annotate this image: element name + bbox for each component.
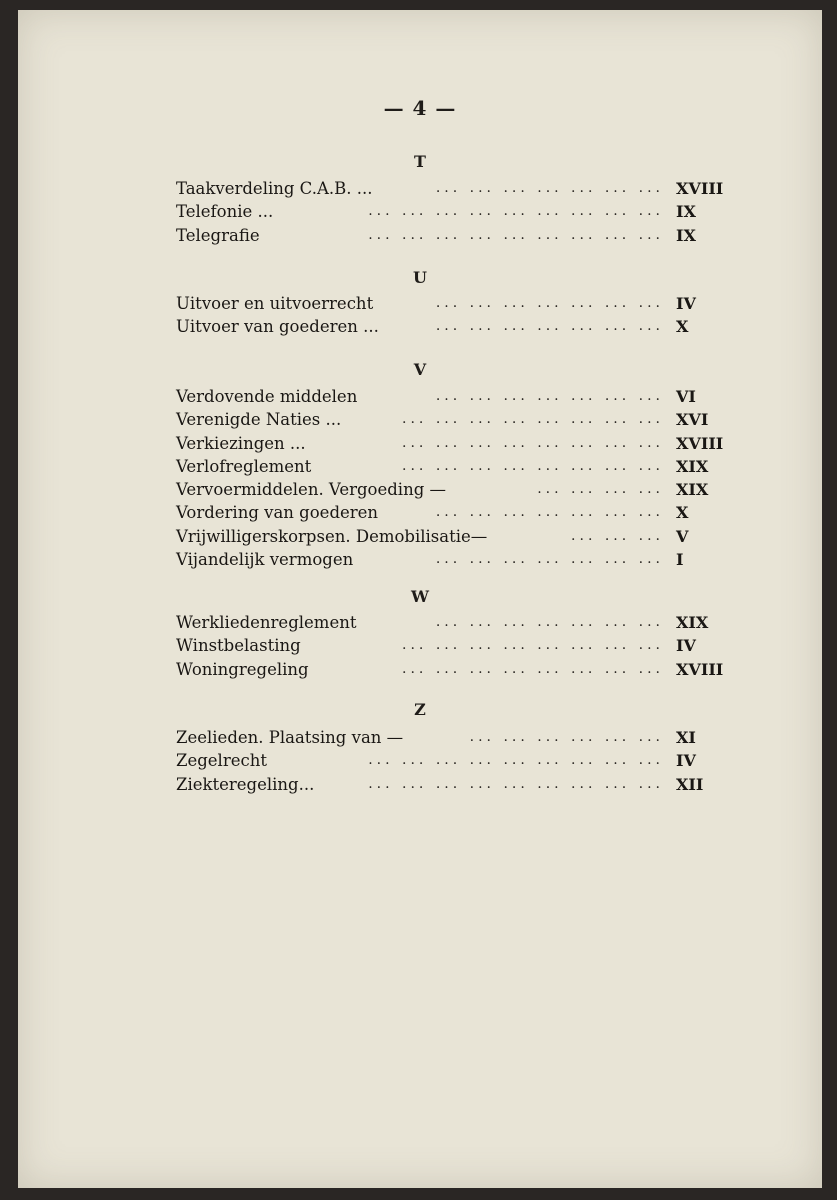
entry-term: Verdovende middelen	[176, 387, 358, 406]
section-z-entries	[176, 726, 736, 796]
section-letter-t: T	[414, 152, 426, 171]
leader-dots: ... ... ... ... ... ... ... ... ...	[368, 203, 664, 220]
leader-dots: ... ... ... ... ... ... ... ... ...	[368, 752, 664, 769]
section-letter-v: V	[413, 360, 427, 379]
entry-ref: XIX	[676, 456, 709, 476]
entry-ref: XIX	[676, 613, 709, 632]
entry-term: Vervoermiddelen. Vergoeding —	[176, 480, 447, 500]
index-entry	[176, 525, 736, 548]
leader-dots: ... ... ... ... ... ...	[469, 729, 664, 745]
index-entry	[176, 315, 736, 338]
index-entry	[176, 408, 736, 431]
index-entry	[176, 749, 736, 772]
index-entry	[176, 478, 736, 501]
entry-ref: XVIII	[676, 659, 724, 679]
leader-dots: ... ... ... ... ... ... ...	[435, 504, 664, 521]
entry-ref: XI	[676, 728, 696, 747]
index-entry	[176, 658, 736, 681]
entry-term: Winstbelasting	[176, 636, 301, 656]
leader-dots: ... ... ... ... ... ... ... ...	[402, 660, 664, 677]
entry-term: Zegelrecht	[176, 751, 267, 771]
index-entry	[176, 611, 736, 634]
leader-dots: ... ... ...	[571, 527, 664, 544]
entry-term: Taakverdeling C.A.B. ...	[176, 179, 373, 198]
index-entry	[176, 773, 736, 796]
section-letter-w: W	[411, 587, 429, 606]
entry-term: Ziekteregeling...	[176, 774, 315, 794]
entry-term: Woningregeling	[176, 659, 309, 679]
entry-term: Zeelieden. Plaatsing van —	[176, 728, 404, 747]
entry-term: Vordering van goederen	[176, 503, 379, 523]
leader-dots: ... ... ... ... ... ... ...	[435, 180, 664, 196]
leader-dots: ... ... ... ... ... ... ... ...	[402, 434, 664, 451]
index-entry	[176, 177, 736, 200]
leader-dots: ... ... ... ... ... ... ...	[435, 551, 664, 568]
section-u-entries	[176, 292, 736, 339]
entry-ref: IV	[676, 294, 696, 313]
entry-term: Telefonie ...	[176, 202, 274, 222]
entry-ref: V	[676, 526, 689, 546]
index-entry	[176, 385, 736, 408]
index-entry	[176, 455, 736, 478]
leader-dots: ... ... ... ... ... ... ... ... ...	[368, 226, 664, 243]
entry-ref: XVI	[676, 410, 709, 430]
entry-term: Werkliedenreglement	[176, 613, 357, 632]
entry-ref: IV	[676, 636, 696, 656]
leader-dots: ... ... ... ...	[537, 481, 664, 498]
entry-ref: IX	[676, 225, 696, 245]
leader-dots: ... ... ... ... ... ... ... ...	[402, 457, 664, 474]
entry-ref: XVIII	[676, 433, 724, 453]
leader-dots: ... ... ... ... ... ... ...	[435, 318, 664, 335]
page-number: — 4 —	[383, 96, 457, 120]
entry-term: Uitvoer en uitvoerrecht	[176, 294, 374, 313]
entry-ref: VI	[676, 387, 696, 406]
leader-dots: ... ... ... ... ... ... ... ...	[402, 637, 664, 654]
leader-dots: ... ... ... ... ... ... ...	[435, 614, 664, 630]
index-entry	[176, 432, 736, 455]
entry-ref: XVIII	[676, 179, 724, 198]
index-entry	[176, 634, 736, 657]
section-t-entries	[176, 177, 736, 247]
entry-term: Verlofreglement	[176, 456, 312, 476]
leader-dots: ... ... ... ... ... ... ... ... ...	[368, 775, 664, 792]
entry-ref: IX	[676, 202, 696, 222]
section-letter-z: Z	[414, 700, 426, 719]
entry-ref: IV	[676, 751, 696, 771]
leader-dots: ... ... ... ... ... ... ...	[435, 295, 664, 311]
entry-ref: I	[676, 550, 684, 570]
entry-term: Vrijwilligerskorpsen. Demobilisatie—	[176, 526, 488, 546]
entry-term: Verkiezingen ...	[176, 433, 306, 453]
entry-term: Vijandelijk vermogen	[176, 550, 354, 570]
section-w-entries	[176, 611, 736, 681]
leader-dots: ... ... ... ... ... ... ... ...	[402, 411, 664, 428]
section-v-entries	[176, 385, 736, 571]
entry-ref: X	[676, 317, 689, 337]
entry-ref: XII	[676, 774, 704, 794]
entry-term: Uitvoer van goederen ...	[176, 317, 379, 337]
entry-ref: XIX	[676, 480, 709, 500]
index-entry	[176, 224, 736, 247]
index-entry	[176, 292, 736, 315]
entry-ref: X	[676, 503, 689, 523]
index-entry	[176, 726, 736, 749]
leader-dots: ... ... ... ... ... ... ...	[435, 388, 664, 404]
entry-term: Verenigde Naties ...	[176, 410, 342, 430]
entry-term: Telegrafie	[176, 225, 260, 245]
index-entry	[176, 501, 736, 524]
index-entry	[176, 200, 736, 223]
document-page	[18, 10, 822, 1188]
index-entry	[176, 548, 736, 571]
section-letter-u: U	[413, 268, 427, 287]
